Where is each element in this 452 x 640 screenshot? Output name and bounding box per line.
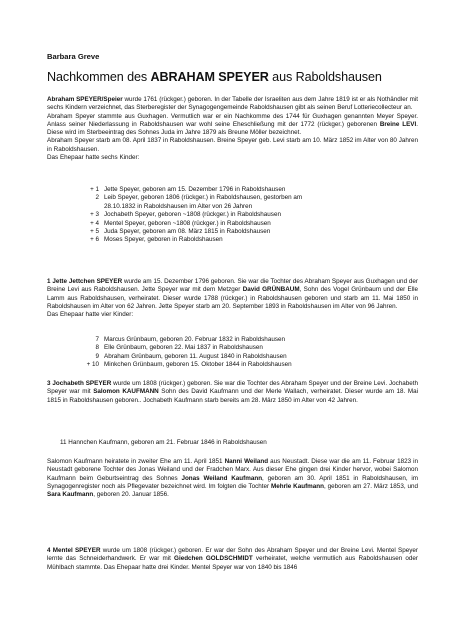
child-number: 7 <box>95 336 99 343</box>
list-item <box>80 211 420 219</box>
husband-name: David GRÜNBAUM <box>242 286 300 294</box>
child-number: 8 <box>95 344 99 352</box>
intro-paragraph <box>47 96 418 162</box>
jette-text-2: , Sohn des Vogel Grünbaum und der Elle Lamm aus Raboldshausen, verheiratet. Dieser wurde 1788 (rückger.) in Raboldshausen geboren und starb am 11. Mai 1850 in Raboldshausen im Alter von 62 Jahren. Jette Speyer starb am 20. September 1893 in Raboldshausen im Alter von 96 Jahren. <box>47 286 418 310</box>
child-entry: Abraham Grünbaum, geboren 11. August 1840 in Raboldshausen <box>104 352 287 360</box>
intro-text-2a: Abraham Speyer stammte aus Guxhagen. Vermutlich war er ein Nachkomme des 1744 für Guxhagen genannten Meyer Speyer. Anlass seiner Niederlassung in Raboldshausen war wohl seine Eheschließung mit der 1772 (rückger.) geborenen <box>47 112 418 128</box>
title-prefix: Nachkommen des <box>47 70 151 84</box>
list-item <box>80 344 420 352</box>
salomon-text-5: , geboren 20. Januar 1856. <box>93 491 169 499</box>
child-number: 2 <box>95 194 99 202</box>
section-heading: 4 Mentel SPEYER <box>47 547 101 554</box>
child-entry: Mentel Speyer, geboren ~1808 (rückger.) in Raboldshausen <box>104 219 271 227</box>
intro-text-3: Abraham Speyer starb am 08. April 1837 in Raboldshausen. Breine Speyer geb. Levi starb am 10. März 1852 im Alter von 80 Jahren in Raboldshausen. <box>47 137 418 153</box>
child-entry-line: 28.10.1832 in Raboldshausen im Alter von 26 Jahren <box>104 202 253 210</box>
section-heading: 3 Jochabeth SPEYER <box>47 380 112 387</box>
child-entry <box>104 194 302 211</box>
salomon-text-2: aus Neustadt. Diese war die am 11. Februar 1823 in Neustadt geborene Tochter des Jonas Weiland und der Fradchen Marx. Aus dieser Ehe gingen drei Kinder hervor, wobei Salomon Kaufmann beim Geburtseintrag des Sohnes <box>47 458 418 482</box>
mentel-paragraph <box>47 547 418 572</box>
list-item <box>80 228 420 236</box>
spouse-name: Breine LEVI <box>379 120 417 128</box>
list-item <box>80 220 420 228</box>
salomon-paragraph <box>47 458 418 499</box>
child-number: 9 <box>95 352 99 360</box>
child-entry-line: Leib Speyer, geboren 1806 (rückger.) in Raboldshausen, gestorben am <box>104 194 303 202</box>
child-entry: Moses Speyer, geboren in Raboldshausen <box>104 236 223 244</box>
salomon-text-4: , geboren am 27. März 1853, und <box>323 482 418 490</box>
salomon-text-1: Salomon Kaufmann heiratete in zweiter Ehe am 11. April 1851 <box>47 458 225 465</box>
wife-name: Giedchen GOLDSCHMIDT <box>174 555 253 563</box>
jochabeth-text-1: wurde um 1808 (rückger.) geboren. Sie war die Tochter des Abraham Speyer und der Breine Levi. Jochabeth Speyer war mit <box>47 380 418 396</box>
child-entry: Jochabeth Speyer, geboren ~1808 (rückger.) in Raboldshausen <box>104 211 281 219</box>
list-item <box>80 353 420 361</box>
salomon-text-3: , geboren am 30. April 1851 in Raboldshausen, im Synagogenregister noch als Pflegevater bezeichnet wird. Im folgten die Tochter <box>47 474 419 490</box>
child-number: + 10 <box>86 361 99 369</box>
list-item <box>80 236 420 244</box>
title-name: ABRAHAM SPEYER <box>150 70 269 84</box>
jochabeth-paragraph <box>47 380 418 405</box>
section-heading: 1 Jette Jettchen SPEYER <box>47 278 123 285</box>
page-title <box>47 70 382 84</box>
intro-text: wurde 1761 (rückger.) geboren. In der Tabelle der Israeliten aus dem Jahre 1819 ist er als Nothändler mit sechs Kindern verzeichnet, das Sterberegister der Synagogengemeinde Raboldshausen gibt als seinen Beruf Lotteriecollecteur an. <box>47 96 419 112</box>
jochabeth-text-2: Sohn des David Kaufmann und der Merle Wallach, verheiratet. Dieser wurde am 18. Mai 1815 in Raboldshausen geboren.. Jochabeth Kaufmann starb bereits am 28. März 1850 im Alter von 42 Jahren. <box>47 388 418 404</box>
list-item <box>80 186 420 194</box>
list-item <box>80 194 420 211</box>
mentel-text-2: verheiratet, welche vermutlich aus Raboldshausen oder Mühlbach stammte. Das Ehepaar hatte drei Kinder. Mentel Speyer war von 1840 bis 1846 <box>47 555 418 571</box>
intro-text-4: Das Ehepaar hatte sechs Kinder: <box>47 154 140 162</box>
child-number: + 1 <box>90 186 99 193</box>
child-number: + 4 <box>90 219 99 227</box>
list-item <box>80 361 420 369</box>
list-item <box>80 336 420 344</box>
child-number: + 6 <box>90 236 99 244</box>
child-entry: Marcus Grünbaum, geboren 20. Februar 1832 in Raboldshausen <box>104 336 285 343</box>
children-list <box>80 186 420 245</box>
title-suffix: aus Raboldshausen <box>268 70 382 84</box>
child-entry: Jette Speyer, geboren am 15. Dezember 1796 in Raboldshausen <box>104 186 286 193</box>
daughter-name: Mehrle Kaufmann <box>270 482 324 490</box>
child-entry: Elle Grünbaum, geboren 22. Mai 1837 in Raboldshausen <box>104 344 263 352</box>
wife-name: Nanni Weiland <box>224 458 269 465</box>
intro-text-2b: . Diese wird im Sterbeeintrag des Sohnes Juda im Jahre 1879 als Breune Möller bezeichnet. <box>47 120 419 137</box>
child-entry: Juda Speyer, geboren am 08. März 1815 in Raboldshausen <box>104 228 271 236</box>
son-name: Jonas Weiland Kaufmann <box>181 474 263 482</box>
jette-text-3: Das Ehepaar hatte vier Kinder: <box>47 311 134 319</box>
ancestor-name: Abraham SPEYER/Speier <box>47 96 123 103</box>
jette-text-1: wurde am 15. Dezember 1796 geboren. Sie war die Tochter des Abraham Speyer aus Guxhagen und der Breine Levi aus Raboldshausen. Jette Speyer war mit dem Metzger <box>47 278 418 294</box>
husband-name: Salomon KAUFMANN <box>93 388 159 396</box>
child-number: + 5 <box>90 228 99 236</box>
son-name-2: Sara Kaufmann <box>47 491 94 499</box>
jette-paragraph <box>47 278 418 319</box>
mentel-text-1: wurde um 1808 (rückger.) geboren. Er war der Sohn des Abraham Speyer und der Breine Levi. Mentel Speyer lernte das Schneiderhandwerk. Er war mit <box>47 547 418 563</box>
child-number: + 3 <box>90 211 99 219</box>
author-name: Barbara Greve <box>47 52 100 61</box>
jochabeth-child: 11 Hannchen Kaufmann, geboren am 21. Februar 1846 in Raboldshausen <box>60 439 267 446</box>
child-entry: Minkchen Grünbaum, geboren 15. Oktober 1844 in Raboldshausen <box>104 361 292 369</box>
jette-children-list <box>80 336 420 370</box>
